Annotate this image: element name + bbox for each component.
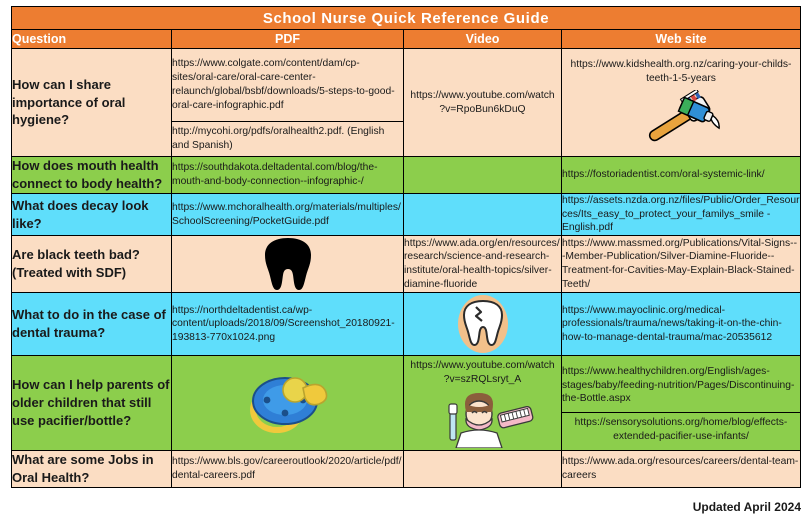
row-video-cell-empty	[404, 157, 562, 194]
table-row	[12, 293, 801, 356]
toothbrush-with-toothpaste-icon	[562, 88, 800, 150]
row-pdf-url[interactable]: https://northdeltadentist.ca/wp-content/uploads/2018/09/Screenshot_20180921-193813-770x1024.png	[172, 293, 404, 356]
website-url[interactable]: https://sensorysolutions.org/home/blog/effects-extended-pacifier-use-infants/	[562, 412, 800, 447]
pacifier-icon	[233, 394, 343, 411]
title-row	[12, 7, 801, 30]
black-tooth-icon	[261, 256, 315, 273]
table-row	[12, 193, 801, 235]
table-row	[12, 49, 801, 157]
pdf-url[interactable]: https://www.colgate.com/content/dam/cp-sites/oral-care/oral-care-center-relaunch/global/bsbf/downloads/5-steps-to-good-oral-care-infographic.pdf	[172, 49, 403, 122]
row-pdf-cell	[172, 49, 404, 157]
row-question: What does decay look like?	[12, 193, 172, 235]
website-url[interactable]: https://www.kidshealth.org.nz/caring-your-childs-teeth-1-5-years	[570, 58, 792, 84]
website-url[interactable]: https://www.healthychildren.org/English/ages-stages/baby/feeding-nutrition/Pages/Discontinuing-the-Bottle.aspx	[562, 360, 800, 413]
page-title: School Nurse Quick Reference Guide	[12, 7, 801, 30]
row-pdf-url[interactable]: https://southdakota.deltadental.com/blog/the-mouth-and-body-connection--infographic-/	[172, 157, 404, 194]
row-question: How can I help parents of older children that still use pacifier/bottle?	[12, 356, 172, 451]
table-row	[12, 236, 801, 293]
row-video-cell	[404, 356, 562, 451]
row-pdf-url[interactable]: https://www.bls.gov/careeroutlook/2020/article/pdf/dental-careers.pdf	[172, 450, 404, 487]
cracked-tooth-icon	[452, 316, 514, 333]
table-row	[12, 157, 801, 194]
video-url[interactable]: https://www.youtube.com/watch?v=szRQLsryt_A	[410, 360, 555, 386]
row-website-url[interactable]: https://fostoriadentist.com/oral-systemic-link/	[562, 157, 801, 194]
row-website-url[interactable]: https://www.ada.org/resources/careers/dental-team-careers	[562, 450, 801, 487]
guide-table	[11, 6, 801, 488]
row-pdf-url[interactable]: https://www.mchoralhealth.org/materials/multiples/SchoolScreening/PocketGuide.pdf	[172, 193, 404, 235]
dental-hygienist-icon	[404, 390, 561, 450]
row-video-cell-empty	[404, 193, 562, 235]
row-question: Are black teeth bad? (Treated with SDF)	[12, 236, 172, 293]
row-website-url[interactable]: https://www.massmed.org/Publications/Vital-Signs---Member-Publication/Silver-Diamine-Fluoride--Treatment-for-Cavities-May-Explain-Black-Stained-Teeth/	[562, 236, 801, 293]
row-website-cell	[562, 356, 801, 451]
row-pdf-cell	[172, 236, 404, 293]
row-question: How can I share importance of oral hygiene?	[12, 49, 172, 157]
row-question: What to do in the case of dental trauma?	[12, 293, 172, 356]
row-video-url[interactable]: https://www.ada.org/en/resources/research/science-and-research-institute/oral-health-topics/silver-diamine-fluoride	[404, 236, 562, 293]
row-question: How does mouth health connect to body health?	[12, 157, 172, 194]
row-video-cell	[404, 293, 562, 356]
table-row	[12, 450, 801, 487]
row-website-url[interactable]: https://assets.nzda.org.nz/files/Public/Order_Resources/Its_easy_to_protect_your_familys_smile - English.pdf	[562, 193, 801, 235]
column-header-video: Video	[404, 30, 562, 49]
row-video-cell-empty	[404, 450, 562, 487]
column-header-pdf: PDF	[172, 30, 404, 49]
table-row	[12, 356, 801, 451]
guide-table-container	[11, 6, 800, 488]
column-header-row	[12, 30, 801, 49]
row-question: What are some Jobs in Oral Health?	[12, 450, 172, 487]
row-website-cell	[562, 49, 801, 157]
footer-updated-note: Updated April 2024	[692, 500, 801, 514]
row-video-url[interactable]: https://www.youtube.com/watch?v=RpoBun6kDuQ	[404, 49, 562, 157]
row-website-url[interactable]: https://www.mayoclinic.org/medical-professionals/trauma/news/taking-it-on-the-chin-how-to-manage-dental-trauma/mac-20535612	[562, 293, 801, 356]
pdf-url[interactable]: http://mycohi.org/pdfs/oralhealth2.pdf. (English and Spanish)	[172, 122, 403, 157]
row-pdf-cell	[172, 356, 404, 451]
column-header-question: Question	[12, 30, 172, 49]
column-header-website: Web site	[562, 30, 801, 49]
